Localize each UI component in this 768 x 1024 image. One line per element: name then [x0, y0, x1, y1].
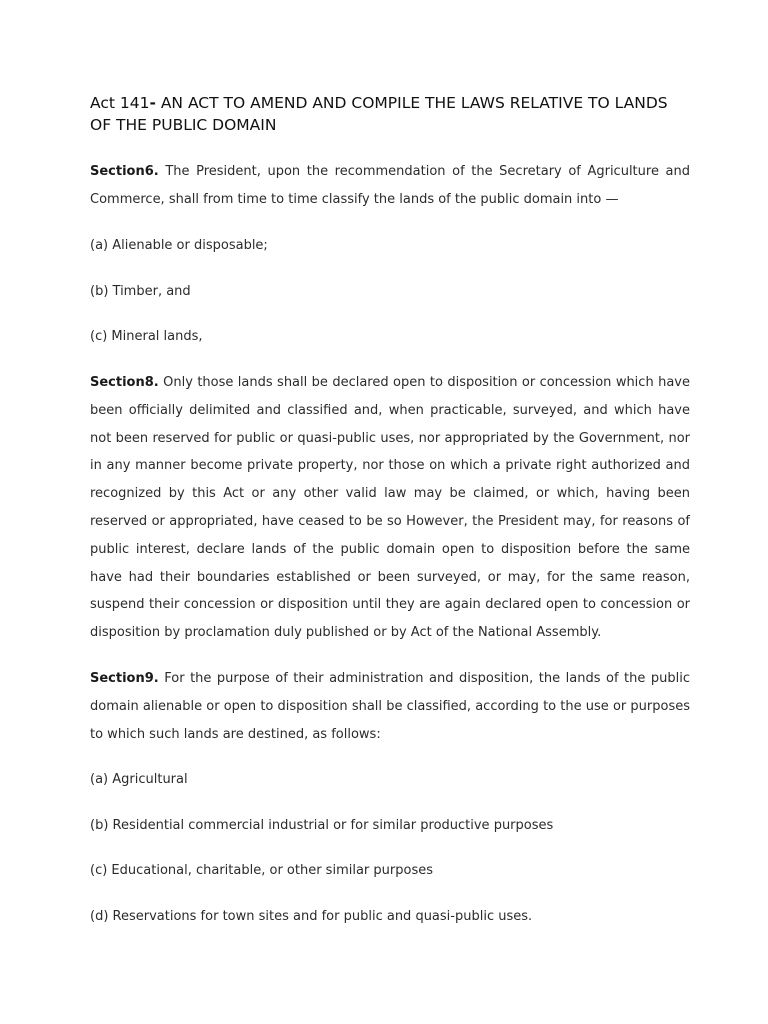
section-6-paragraph	[90, 158, 690, 214]
section-6-text: The President, upon the recommendation of the Secretary of Agriculture and Commerce, shall from time to time classify the lands of the public domain into —	[90, 164, 690, 207]
title-act-number: Act 141	[90, 94, 150, 112]
section-9-item-d: (d) Reservations for town sites and for public and quasi-public uses.	[90, 909, 533, 924]
title-dash: -	[149, 94, 156, 112]
section-6-label: Section6.	[90, 164, 159, 179]
section-9-item-c: (c) Educational, charitable, or other similar purposes	[90, 863, 433, 878]
section-8-text: Only those lands shall be declared open to disposition or concession which have been officially delimited and classified and, when practicable, surveyed, and which have not been reserved for public or quasi-public uses, nor appropriated by the Government, nor in any manner become private property, nor those on which a private right authorized and recognized by this Act or any other valid law may be claimed, or which, having been reserved or appropriated, have ceased to be so However, the President may, for reasons of public interest, declare lands of the public domain open to disposition before the same have had their boundaries established or been surveyed, or may, for the same reason, suspend their concession or disposition until they are again declared open to concession or disposition by proclamation duly published or by Act of the National Assembly.	[90, 375, 690, 641]
section-9-label: Section9.	[90, 671, 159, 686]
title-text: AN ACT TO AMEND AND COMPILE THE LAWS RELATIVE TO LANDS OF THE PUBLIC DOMAIN	[90, 94, 668, 134]
section-9-item-b: (b) Residential commercial industrial or for similar productive purposes	[90, 818, 554, 833]
document-title	[90, 92, 690, 136]
section-6-item-c: (c) Mineral lands,	[90, 329, 203, 344]
section-9-paragraph	[90, 665, 690, 748]
section-9-item-a: (a) Agricultural	[90, 772, 188, 787]
section-8-label: Section8.	[90, 375, 159, 390]
section-8-paragraph	[90, 369, 690, 647]
section-9-text: For the purpose of their administration and disposition, the lands of the public domain alienable or open to disposition shall be classified, according to the use or purposes to which such lands are destined, as follows:	[90, 671, 690, 742]
section-6-item-a: (a) Alienable or disposable;	[90, 238, 268, 253]
section-6-item-b: (b) Timber, and	[90, 284, 191, 299]
